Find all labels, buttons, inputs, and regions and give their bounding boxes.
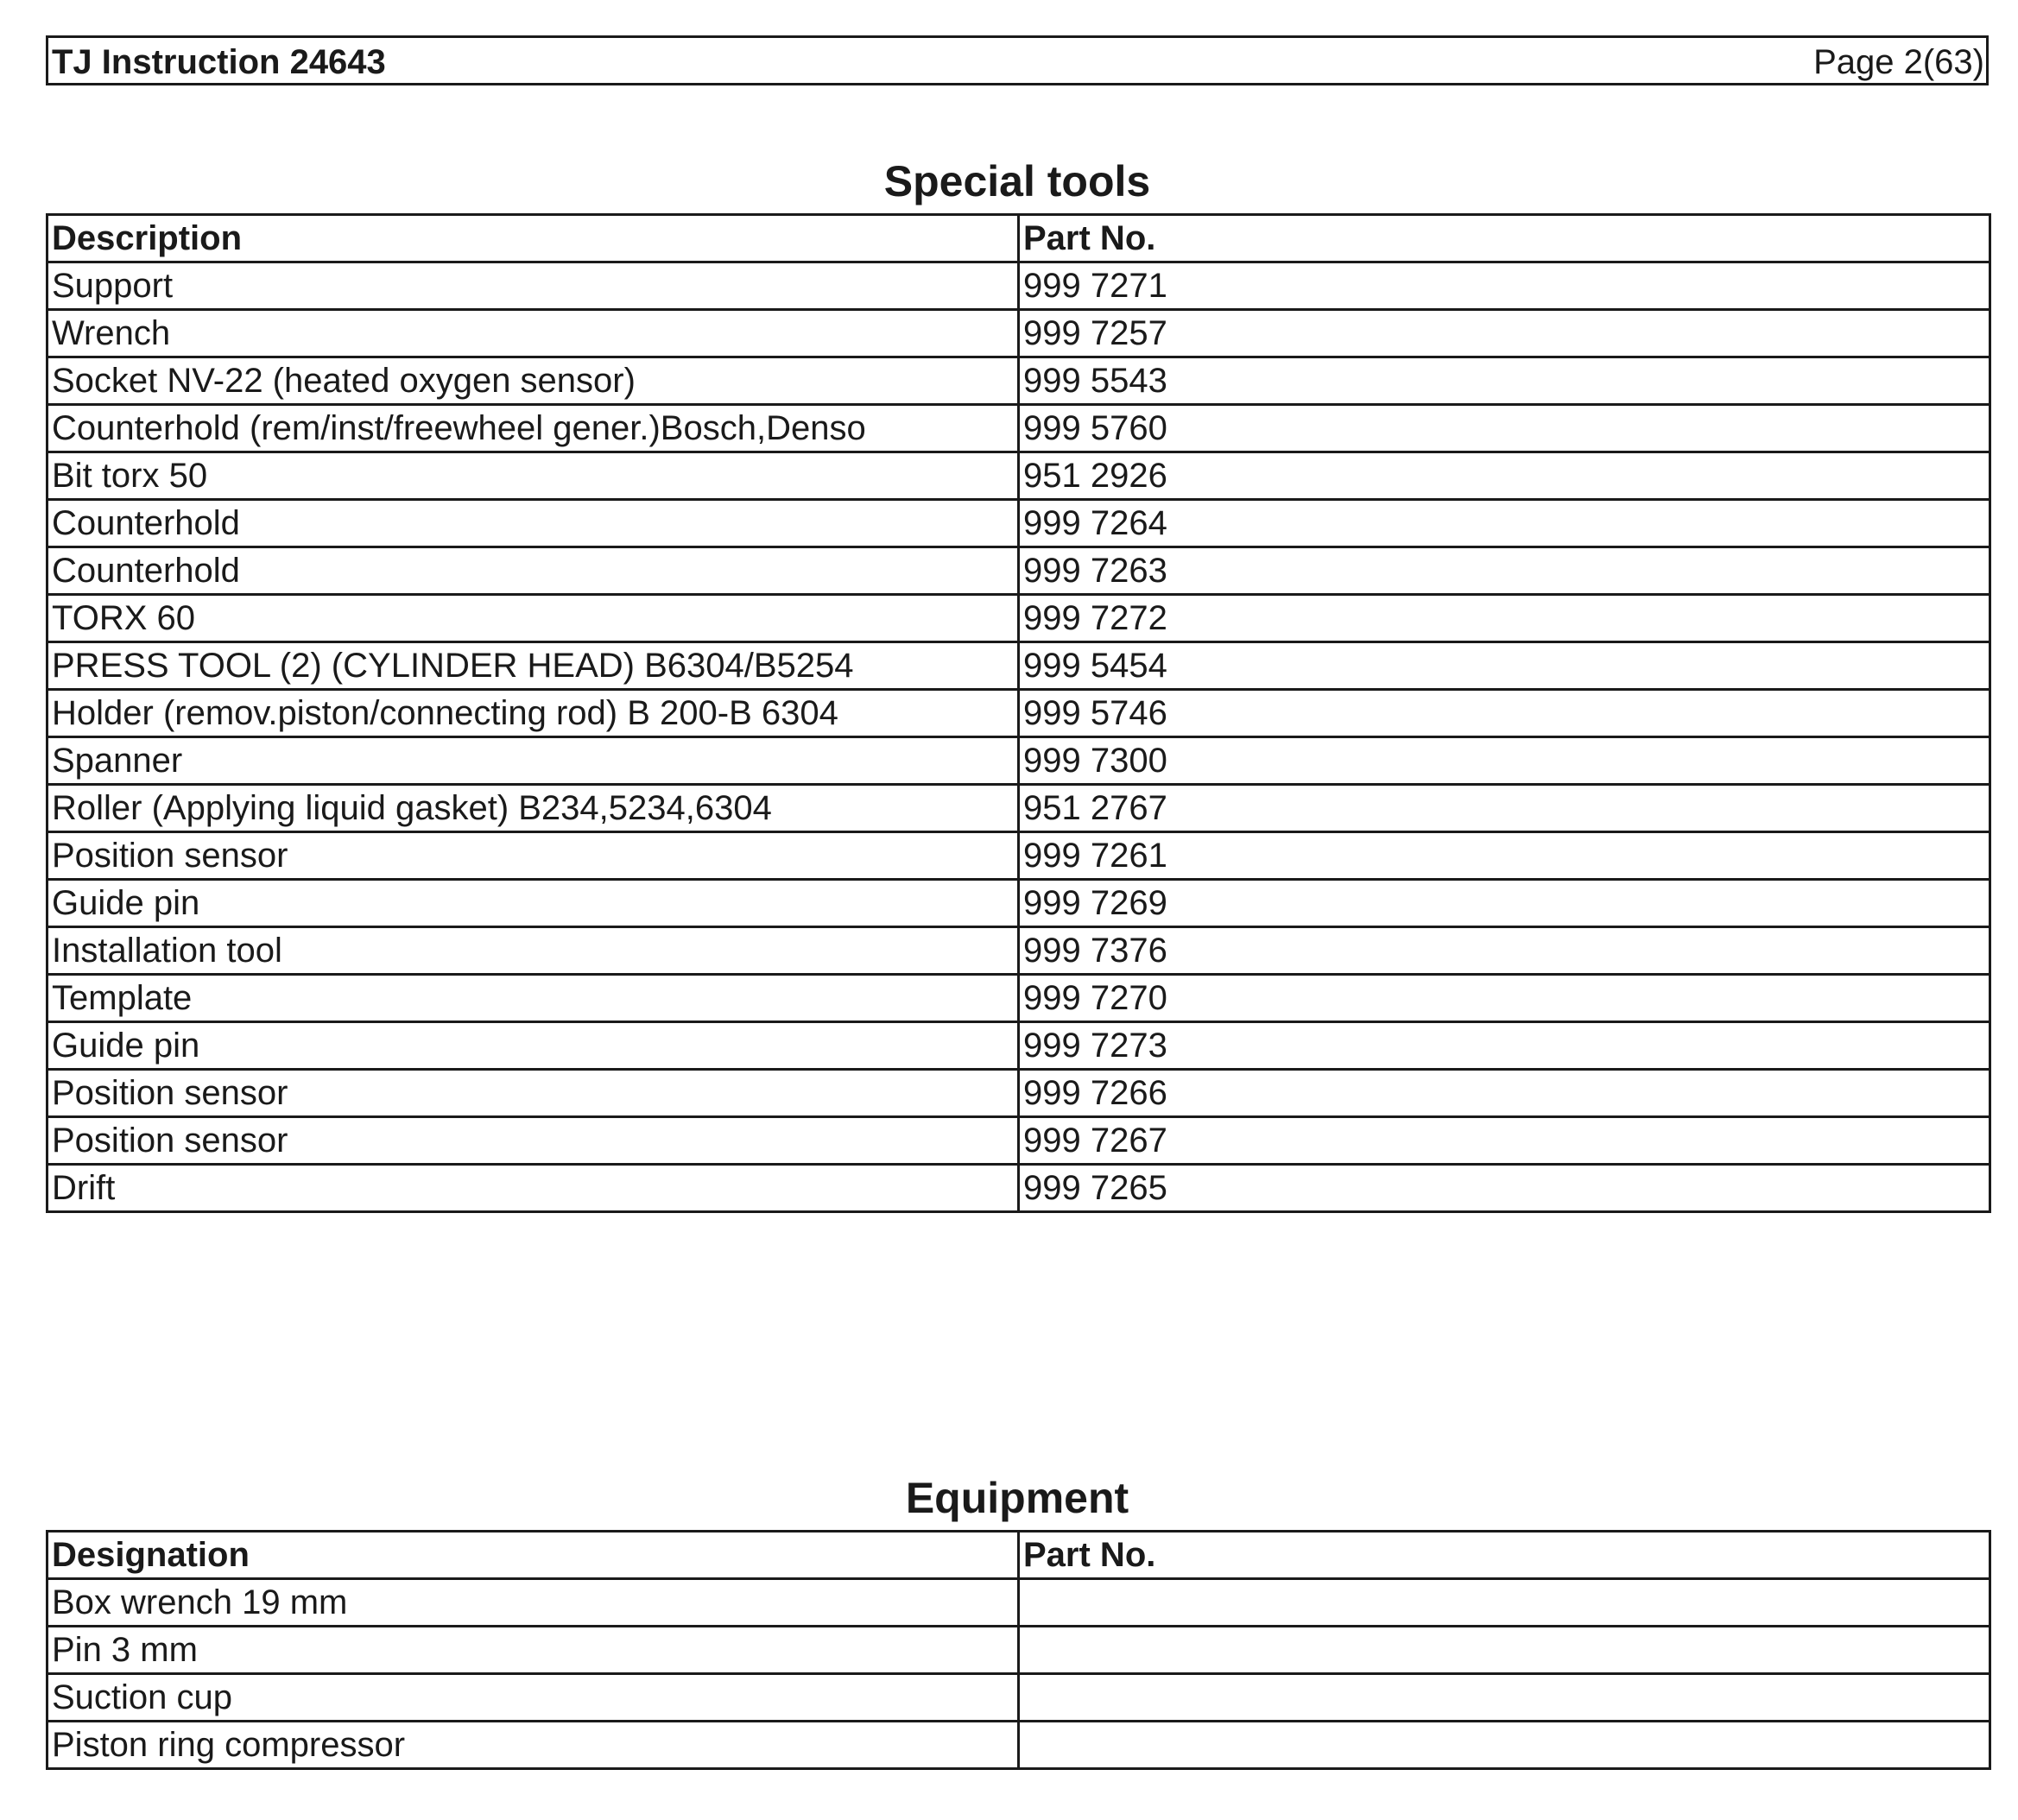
- column-header-part-no: Part No.: [1019, 215, 1990, 262]
- part-no-cell: 999 7267: [1019, 1117, 1990, 1165]
- equipment-table: [46, 1530, 1991, 1770]
- special-tools-table: [46, 213, 1991, 1213]
- table-row: [47, 405, 1990, 452]
- description-cell: Spanner: [47, 737, 1019, 785]
- table-row: [47, 690, 1990, 737]
- description-cell: Position sensor: [47, 1117, 1019, 1165]
- table-row: [47, 357, 1990, 405]
- description-cell: Position sensor: [47, 832, 1019, 880]
- part-no-cell: 999 7265: [1019, 1165, 1990, 1212]
- part-no-cell: [1019, 1579, 1990, 1627]
- designation-cell: Suction cup: [47, 1674, 1019, 1722]
- description-cell: Template: [47, 975, 1019, 1022]
- description-cell: Installation tool: [47, 927, 1019, 975]
- table-row: [47, 262, 1990, 310]
- table-row: [47, 1070, 1990, 1117]
- equipment-title: Equipment: [905, 1474, 1129, 1522]
- special-tools-title: Special tools: [883, 157, 1151, 205]
- document-header: [46, 35, 1989, 85]
- part-no-cell: 999 7272: [1019, 595, 1990, 642]
- column-header-description: Description: [47, 215, 1019, 262]
- table-row: [47, 975, 1990, 1022]
- part-no-cell: 999 7376: [1019, 927, 1990, 975]
- part-no-cell: 999 7273: [1019, 1022, 1990, 1070]
- table-row: [47, 595, 1990, 642]
- description-cell: Counterhold: [47, 547, 1019, 595]
- table-row: [47, 547, 1990, 595]
- table-row: [47, 310, 1990, 357]
- part-no-cell: 951 2926: [1019, 452, 1990, 500]
- part-no-cell: [1019, 1722, 1990, 1769]
- part-no-cell: 999 7266: [1019, 1070, 1990, 1117]
- description-cell: PRESS TOOL (2) (CYLINDER HEAD) B6304/B5254: [47, 642, 1019, 690]
- table-row: [47, 1117, 1990, 1165]
- designation-cell: Pin 3 mm: [47, 1627, 1019, 1674]
- part-no-cell: [1019, 1627, 1990, 1674]
- part-no-cell: 999 5454: [1019, 642, 1990, 690]
- page-number: Page 2(63): [1813, 43, 1984, 81]
- part-no-cell: 999 7261: [1019, 832, 1990, 880]
- special-tools-body: [47, 262, 1990, 1212]
- table-header-row: [47, 1532, 1990, 1579]
- part-no-cell: 999 5543: [1019, 357, 1990, 405]
- table-row: [47, 832, 1990, 880]
- description-cell: Bit torx 50: [47, 452, 1019, 500]
- description-cell: Holder (remov.piston/connecting rod) B 200-B 6304: [47, 690, 1019, 737]
- description-cell: Support: [47, 262, 1019, 310]
- equipment-body: [47, 1579, 1990, 1769]
- part-no-cell: 951 2767: [1019, 785, 1990, 832]
- table-row: [47, 1579, 1990, 1627]
- part-no-cell: [1019, 1674, 1990, 1722]
- part-no-cell: 999 5746: [1019, 690, 1990, 737]
- description-cell: Guide pin: [47, 880, 1019, 927]
- table-row: [47, 1627, 1990, 1674]
- document-title: TJ Instruction 24643: [52, 43, 386, 81]
- table-row: [47, 452, 1990, 500]
- description-cell: Counterhold (rem/inst/freewheel gener.)Bosch,Denso: [47, 405, 1019, 452]
- table-row: [47, 642, 1990, 690]
- table-row: [47, 880, 1990, 927]
- description-cell: Counterhold: [47, 500, 1019, 547]
- description-cell: Socket NV-22 (heated oxygen sensor): [47, 357, 1019, 405]
- table-row: [47, 500, 1990, 547]
- designation-cell: Piston ring compressor: [47, 1722, 1019, 1769]
- table-row: [47, 1722, 1990, 1769]
- table-row: [47, 927, 1990, 975]
- table-row: [47, 1022, 1990, 1070]
- table-row: [47, 785, 1990, 832]
- description-cell: TORX 60: [47, 595, 1019, 642]
- column-header-part-no: Part No.: [1019, 1532, 1990, 1579]
- part-no-cell: 999 7257: [1019, 310, 1990, 357]
- description-cell: Position sensor: [47, 1070, 1019, 1117]
- designation-cell: Box wrench 19 mm: [47, 1579, 1019, 1627]
- part-no-cell: 999 5760: [1019, 405, 1990, 452]
- description-cell: Roller (Applying liquid gasket) B234,5234,6304: [47, 785, 1019, 832]
- table-row: [47, 737, 1990, 785]
- table-header-row: [47, 215, 1990, 262]
- part-no-cell: 999 7264: [1019, 500, 1990, 547]
- description-cell: Guide pin: [47, 1022, 1019, 1070]
- column-header-designation: Designation: [47, 1532, 1019, 1579]
- part-no-cell: 999 7269: [1019, 880, 1990, 927]
- part-no-cell: 999 7300: [1019, 737, 1990, 785]
- description-cell: Wrench: [47, 310, 1019, 357]
- table-row: [47, 1674, 1990, 1722]
- table-row: [47, 1165, 1990, 1212]
- part-no-cell: 999 7271: [1019, 262, 1990, 310]
- part-no-cell: 999 7270: [1019, 975, 1990, 1022]
- description-cell: Drift: [47, 1165, 1019, 1212]
- part-no-cell: 999 7263: [1019, 547, 1990, 595]
